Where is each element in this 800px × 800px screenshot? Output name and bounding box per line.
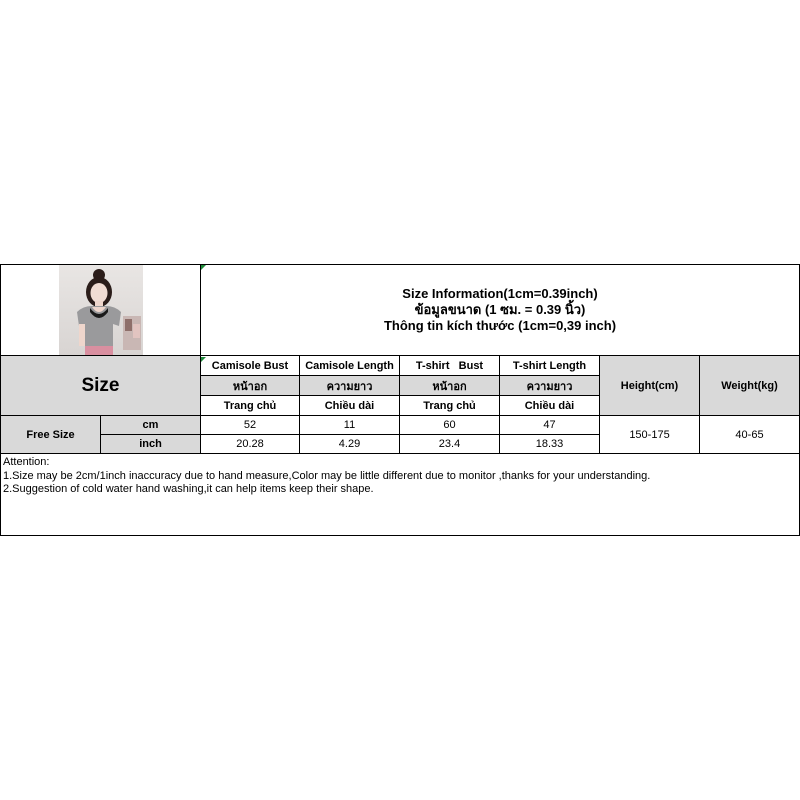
col-camisole-length-vi: Chiều dài — [300, 396, 400, 416]
unit-cm: cm — [101, 416, 201, 435]
cm-camisole-bust: 52 — [201, 416, 300, 435]
size-information-title — [201, 264, 800, 356]
cm-tshirt-bust: 60 — [400, 416, 500, 435]
cm-tshirt-length: 47 — [500, 416, 600, 435]
size-chart — [0, 264, 800, 536]
product-photo-cell — [0, 264, 201, 356]
col-tshirt-length-th: ความยาว — [500, 376, 600, 396]
title-thai: ข้อมูลขนาด (1 ซม. = 0.39 นิ้ว) — [414, 302, 586, 317]
col-camisole-length-en: Camisole Length — [300, 356, 400, 376]
weight-header: Weight(kg) — [700, 356, 800, 416]
col-camisole-bust-th: หน้าอก — [201, 376, 300, 396]
height-value: 150-175 — [600, 416, 700, 454]
unit-inch: inch — [101, 435, 201, 454]
attention-label: Attention: — [3, 456, 50, 468]
title-english: Size Information(1cm=0.39inch) — [402, 286, 598, 301]
size-name: Free Size — [0, 416, 101, 454]
size-header: Size — [0, 356, 201, 416]
attention-notes — [0, 454, 800, 536]
note-washing: 2.Suggestion of cold water hand washing,it can help items keep their shape. — [3, 483, 374, 495]
col-tshirt-length-vi: Chiều dài — [500, 396, 600, 416]
cell-comment-marker — [201, 357, 206, 362]
cell-comment-marker — [201, 265, 206, 270]
inch-camisole-bust: 20.28 — [201, 435, 300, 454]
height-header: Height(cm) — [600, 356, 700, 416]
inch-camisole-length: 4.29 — [300, 435, 400, 454]
title-vietnamese: Thông tin kích thước (1cm=0,39 inch) — [383, 318, 617, 333]
col-tshirt-bust-th: หน้าอก — [400, 376, 500, 396]
col-tshirt-bust-vi: Trang chủ — [400, 396, 500, 416]
cm-camisole-length: 11 — [300, 416, 400, 435]
col-camisole-bust-vi: Trang chủ — [201, 396, 300, 416]
col-camisole-bust-en: Camisole Bust — [201, 356, 300, 376]
product-photo — [59, 264, 143, 356]
weight-value: 40-65 — [700, 416, 800, 454]
note-measurement: 1.Size may be 2cm/1inch inaccuracy due to hand measure,Color may be little different due to monitor ,thanks for your understanding. — [3, 469, 651, 482]
col-camisole-length-th: ความยาว — [300, 376, 400, 396]
inch-tshirt-bust: 23.4 — [400, 435, 500, 454]
col-tshirt-length-en: T-shirt Length — [500, 356, 600, 376]
col-tshirt-bust-en: T-shirt Bust — [400, 356, 500, 376]
inch-tshirt-length: 18.33 — [500, 435, 600, 454]
